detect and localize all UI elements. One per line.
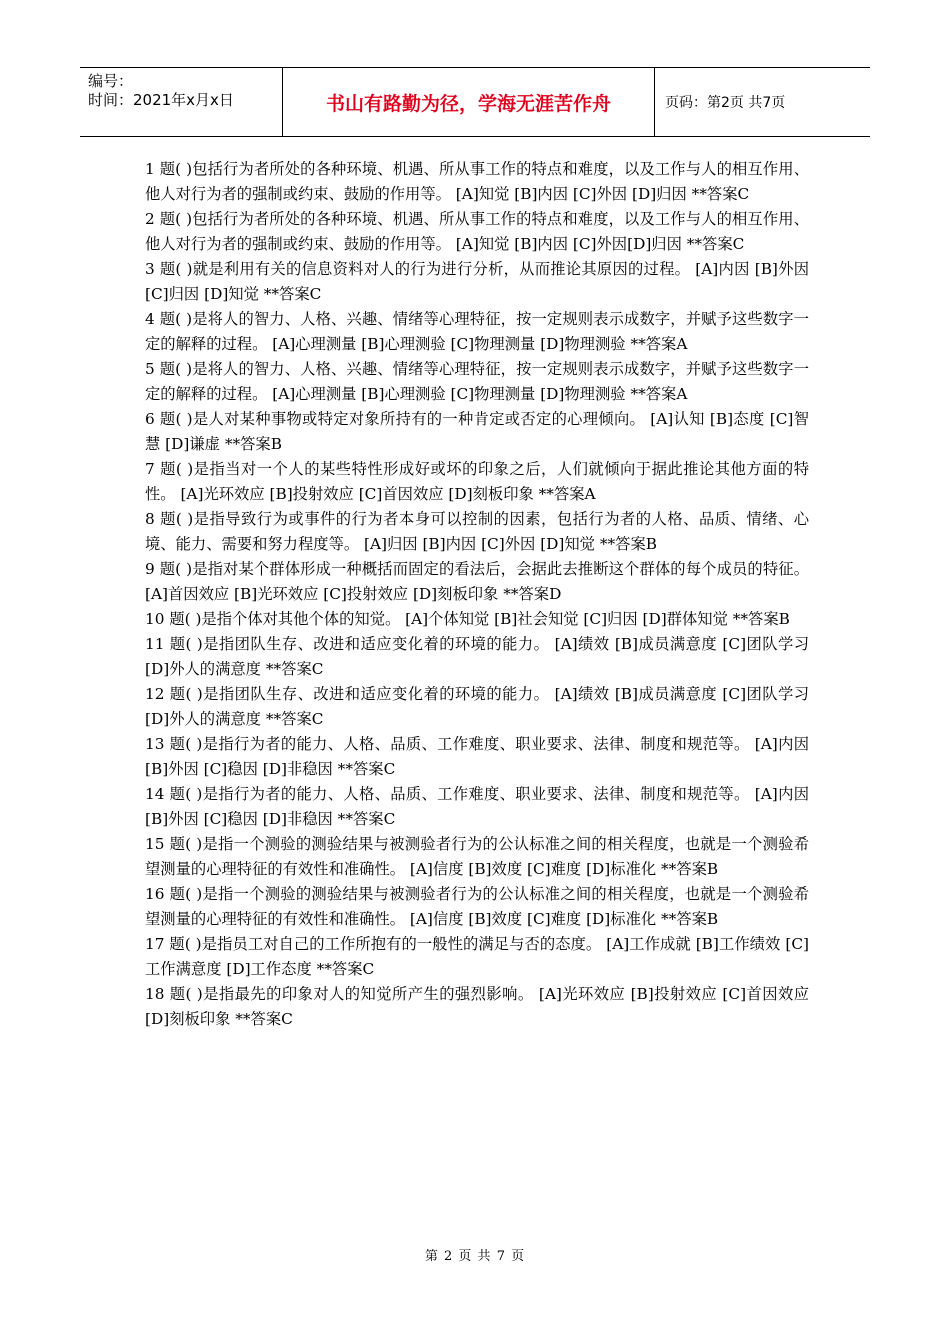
header-page-info: 页码：第2页 共7页 [665, 95, 786, 111]
page-header [80, 67, 870, 137]
question-item: 15 题( )是指一个测验的测验结果与被测验者行为的公认标准之间的相关程度，也就是一个测验希望测量的心理特征的有效性和准确性。 [A]信度 [B]效度 [C]难度 [D]标准化 **答案B [145, 835, 809, 878]
header-motto: 书山有路勤为径，学海无涯苦作舟 [283, 68, 655, 136]
question-item: 4 题( )是将人的智力、人格、兴趣、情绪等心理特征，按一定规则表示成数字，并赋予这些数字一定的解释的过程。 [A]心理测量 [B]心理测验 [C]物理测量 [D]物理测验 **答案A [145, 310, 809, 353]
question-item: 16 题( )是指一个测验的测验结果与被测验者行为的公认标准之间的相关程度，也就是一个测验希望测量的心理特征的有效性和准确性。 [A]信度 [B]效度 [C]难度 [D]标准化 **答案B [145, 885, 809, 928]
question-item: 7 题( )是指当对一个人的某些特性形成好或坏的印象之后，人们就倾向于据此推论其他方面的特性。 [A]光环效应 [B]投射效应 [C]首因效应 [D]刻板印象 **答案A [145, 460, 809, 503]
question-item: 18 题( )是指最先的印象对人的知觉所产生的强烈影响。 [A]光环效应 [B]投射效应 [C]首因效应 [D]刻板印象 **答案C [145, 985, 809, 1028]
question-item: 9 题( )是指对某个群体形成一种概括而固定的看法后，会据此去推断这个群体的每个成员的特征。 [A]首因效应 [B]光环效应 [C]投射效应 [D]刻板印象 **答案D [145, 560, 809, 603]
question-item: 1 题( )包括行为者所处的各种环境、机遇、所从事工作的特点和难度，以及工作与人的相互作用、他人对行为者的强制或约束、鼓励的作用等。 [A]知觉 [B]内因 [C]外因 [D]归因 **答案C [145, 160, 809, 203]
question-item: 13 题( )是指行为者的能力、人格、品质、工作难度、职业要求、法律、制度和规范等。 [A]内因 [B]外因 [C]稳因 [D]非稳因 **答案C [145, 735, 809, 778]
question-item: 17 题( )是指员工对自己的工作所抱有的一般性的满足与否的态度。 [A]工作成就 [B]工作绩效 [C]工作满意度 [D]工作态度 **答案C [145, 935, 809, 978]
question-item: 10 题( )是指个体对其他个体的知觉。 [A]个体知觉 [B]社会知觉 [C]归因 [D]群体知觉 **答案B [145, 610, 790, 628]
page-footer: 第 2 页 共 7 页 [424, 1249, 526, 1264]
document-code-label: 编号： [88, 72, 134, 90]
question-item: 6 题( )是人对某种事物或特定对象所持有的一种肯定或否定的心理倾向。 [A]认知 [B]态度 [C]智慧 [D]谦虚 **答案B [145, 410, 809, 453]
question-item: 5 题( )是将人的智力、人格、兴趣、情绪等心理特征，按一定规则表示成数字，并赋予这些数字一定的解释的过程。 [A]心理测量 [B]心理测验 [C]物理测量 [D]物理测验 **答案A [145, 360, 809, 403]
question-item: 14 题( )是指行为者的能力、人格、品质、工作难度、职业要求、法律、制度和规范等。 [A]内因 [B]外因 [C]稳因 [D]非稳因 **答案C [145, 785, 809, 828]
question-item: 3 题( )就是利用有关的信息资料对人的行为进行分析，从而推论其原因的过程。 [A]内因 [B]外因 [C]归因 [D]知觉 **答案C [145, 260, 809, 303]
question-item: 12 题( )是指团队生存、改进和适应变化着的环境的能力。 [A]绩效 [B]成员满意度 [C]团队学习 [D]外人的满意度 **答案C [145, 685, 809, 728]
question-item: 8 题( )是指导致行为或事件的行为者本身可以控制的因素，包括行为者的人格、品质、情绪、心境、能力、需要和努力程度等。 [A]归因 [B]内因 [C]外因 [D]知觉 **答案B [145, 510, 809, 553]
document-date-label: 时间：2021年x月x日 [88, 91, 234, 109]
question-list [145, 157, 809, 1032]
question-item: 11 题( )是指团队生存、改进和适应变化着的环境的能力。 [A]绩效 [B]成员满意度 [C]团队学习 [D]外人的满意度 **答案C [145, 635, 809, 678]
header-meta [80, 68, 283, 136]
question-item: 2 题( )包括行为者所处的各种环境、机遇、所从事工作的特点和难度，以及工作与人的相互作用、他人对行为者的强制或约束、鼓励的作用等。 [A]知觉 [B]内因 [C]外因[D]归因 **答案C [145, 210, 809, 253]
